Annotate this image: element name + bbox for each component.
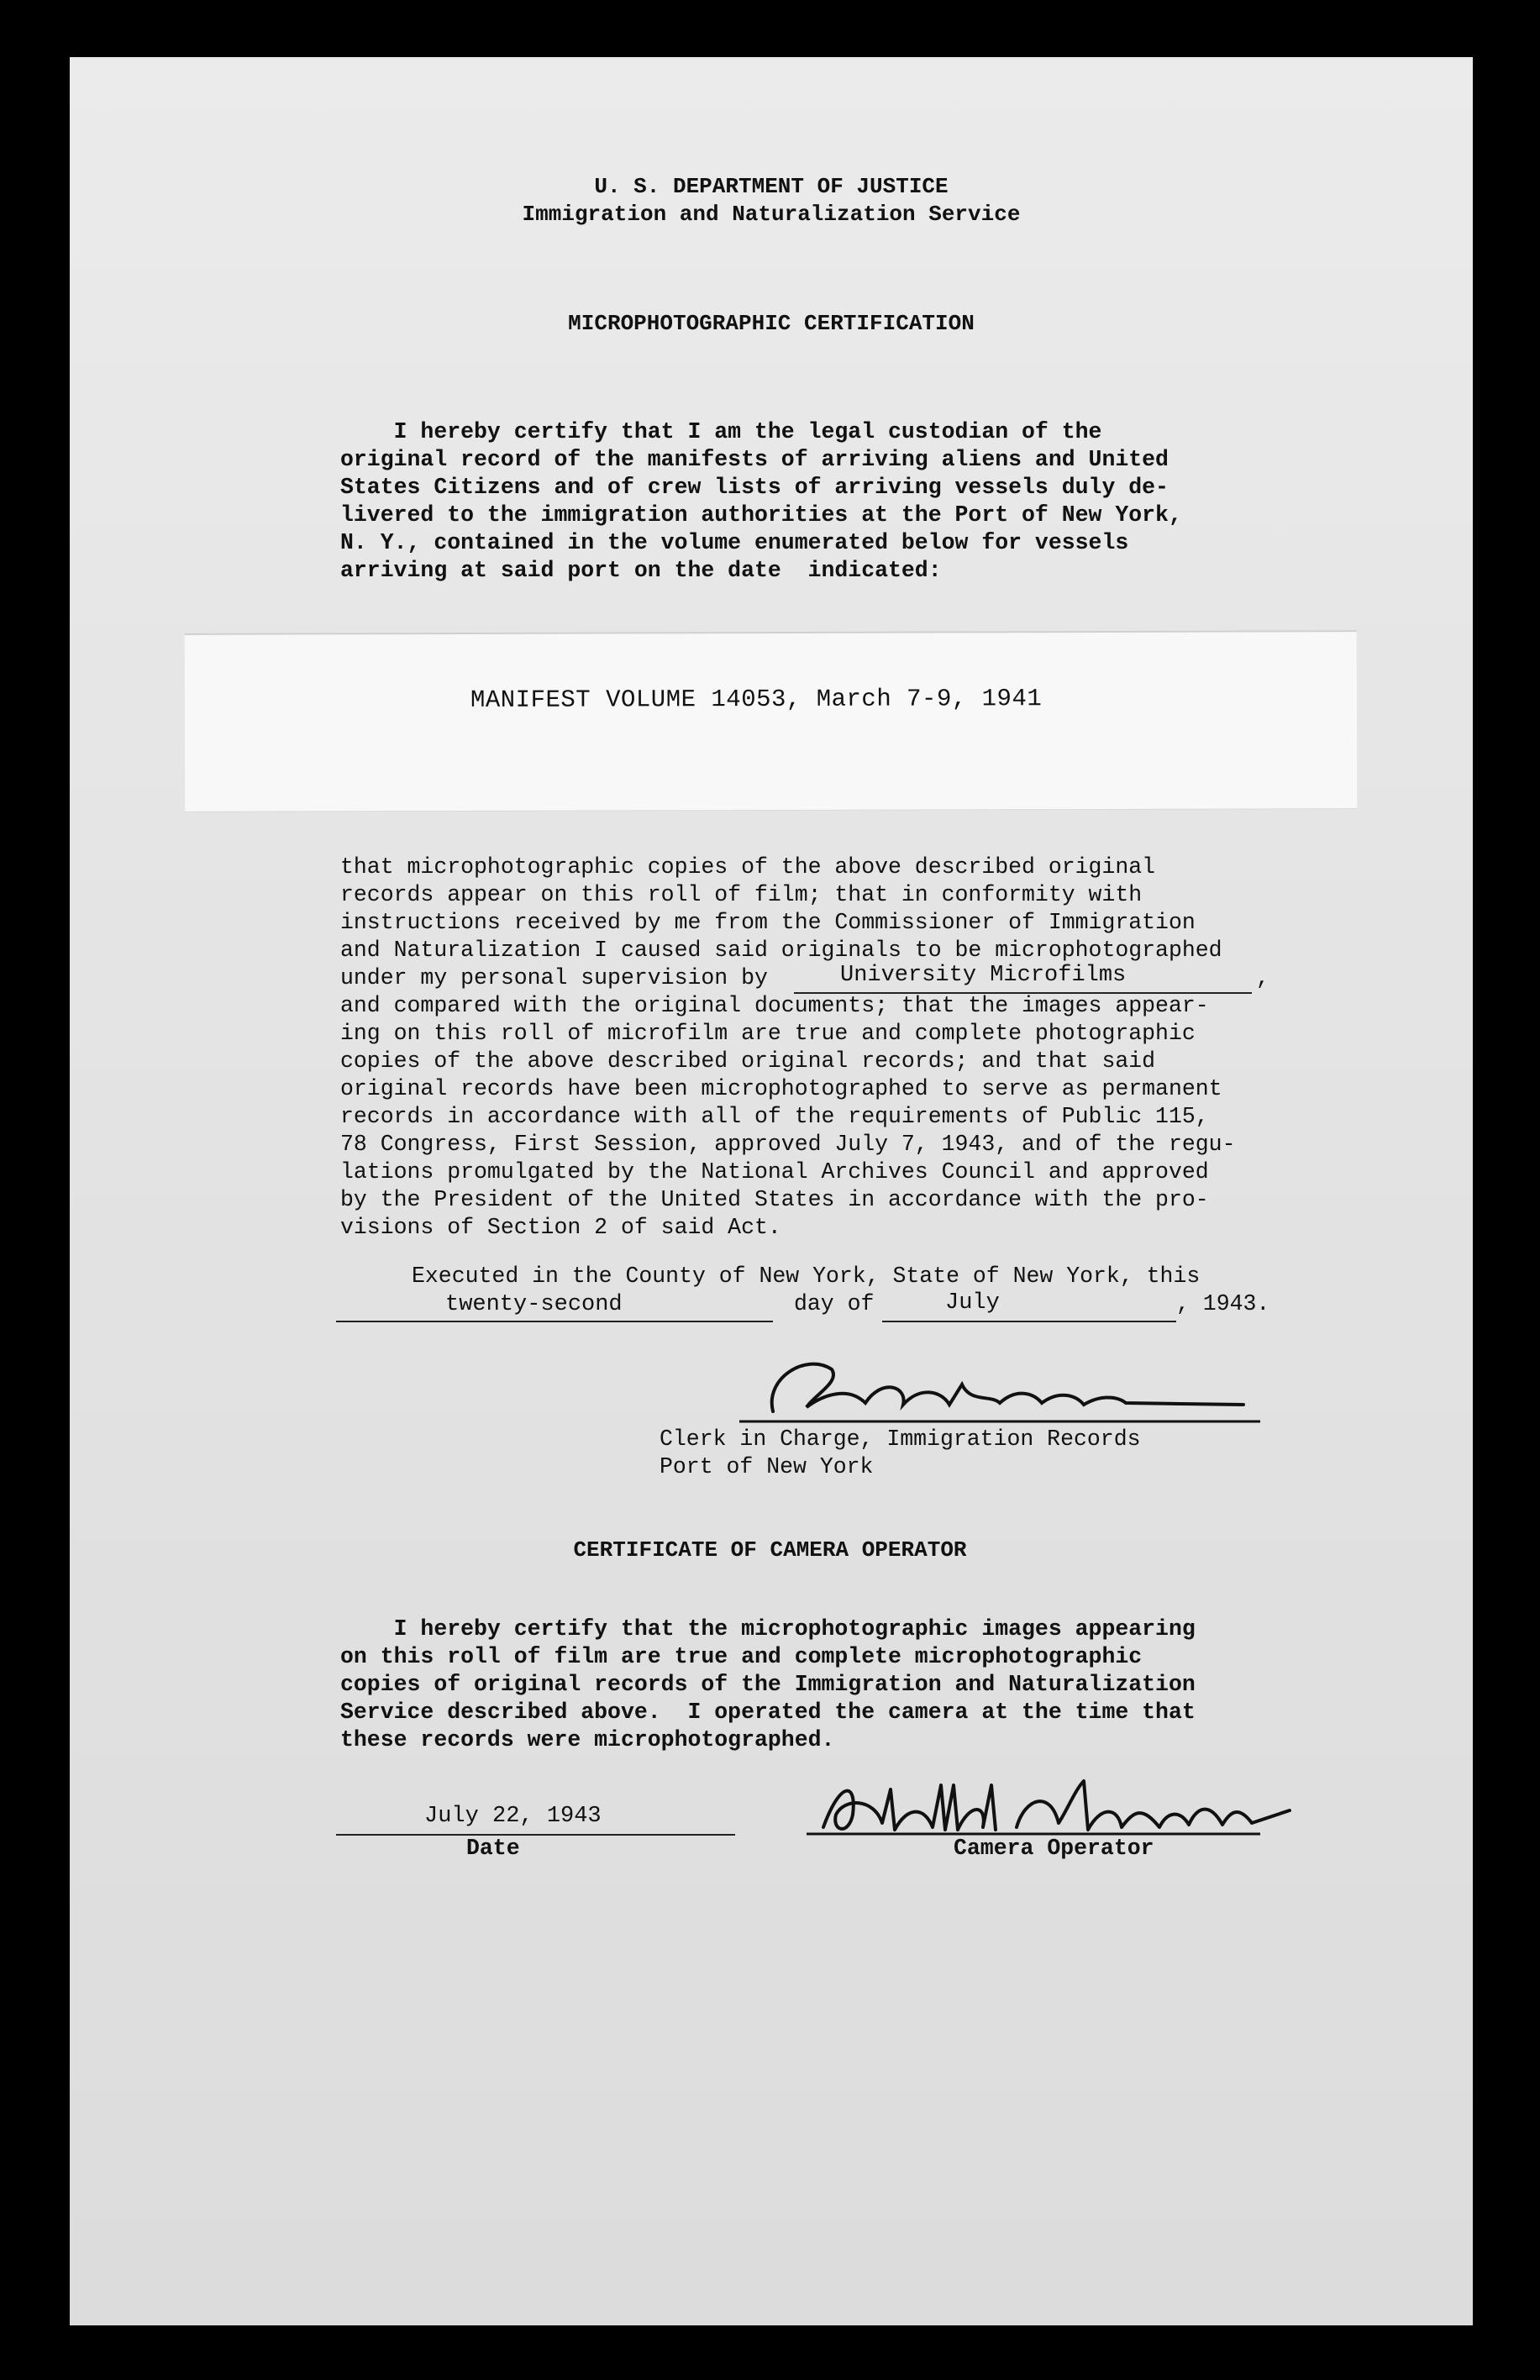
certification-title: MICROPHOTOGRAPHIC CERTIFICATION <box>568 311 975 336</box>
camera-line: these records were microphotographed. <box>340 1727 835 1752</box>
month-underline <box>882 1321 1176 1322</box>
date-underline <box>336 1834 735 1836</box>
body-line: by the President of the United States in accordance with the pro- <box>340 1187 1209 1212</box>
operator-date-value: July 22, 1943 <box>424 1804 602 1829</box>
year-text: , 1943. <box>1176 1291 1270 1316</box>
body-line: and Naturalization I caused said originals to be microphotographed <box>340 938 1222 963</box>
day-underline <box>336 1321 773 1322</box>
body-line: records in accordance with all of the requirements of Public 115, <box>340 1104 1209 1129</box>
department-heading: U. S. DEPARTMENT OF JUSTICE <box>594 174 949 199</box>
body-line: visions of Section 2 of said Act. <box>340 1215 781 1240</box>
body-line: lations promulgated by the National Archives Council and approved <box>340 1159 1209 1185</box>
camera-operator-label: Camera Operator <box>954 1836 1154 1861</box>
intro-line: N. Y., contained in the volume enumerated below for vessels <box>340 530 1129 555</box>
clerk-port: Port of New York <box>660 1454 874 1479</box>
camera-line: on this roll of film are true and complete microphotographic <box>340 1644 1143 1669</box>
date-label: Date <box>466 1836 520 1861</box>
manifest-volume-label: MANIFEST VOLUME 14053, March 7-9, 1941 <box>470 685 1043 714</box>
supervisor-value: University Microfilms <box>840 963 1127 988</box>
body-line: records appear on this roll of film; that in conformity with <box>340 882 1143 907</box>
intro-line: States Citizens and of crew lists of arriving vessels duly de- <box>340 475 1169 500</box>
operator-signature-text: Hallah Alexander <box>807 1764 815 1765</box>
intro-line: livered to the immigration authorities at the Port of New York, <box>340 502 1182 528</box>
body-line: copies of the above described original records; and that said <box>340 1048 1156 1074</box>
clerk-title: Clerk in Charge, Immigration Records <box>660 1426 1141 1452</box>
month-value: July <box>945 1290 1000 1316</box>
clerk-signature-text: Geo Bucker <box>739 1344 745 1345</box>
body-line: and compared with the original documents; that the images appear- <box>340 993 1209 1018</box>
body-line: ing on this roll of microfilm are true and complete photographic <box>340 1021 1196 1046</box>
day-of-text: day of <box>794 1291 875 1316</box>
camera-line: copies of original records of the Immigration and Naturalization <box>340 1672 1196 1697</box>
body-line: that microphotographic copies of the above described original <box>340 854 1156 880</box>
intro-line: original record of the manifests of arriving aliens and United <box>340 447 1169 472</box>
manifest-volume-strip <box>185 630 1358 812</box>
clerk-signature <box>739 1344 1277 1437</box>
comma-mark: , <box>1256 965 1269 990</box>
intro-line: I hereby certify that I am the legal custodian of the <box>340 419 1102 444</box>
camera-line: Service described above. I operated the camera at the time that <box>340 1700 1196 1725</box>
camera-line: I hereby certify that the microphotographic images appearing <box>340 1616 1196 1642</box>
service-heading: Immigration and Naturalization Service <box>522 202 1021 227</box>
body-line: original records have been microphotographed to serve as permanent <box>340 1076 1222 1101</box>
day-value: twenty-second <box>445 1292 623 1317</box>
body-line: 78 Congress, First Session, approved July 7, 1943, and of the regu- <box>340 1132 1236 1157</box>
intro-line: arriving at said port on the date indicated: <box>340 558 942 583</box>
executed-line: Executed in the County of New York, State of New York, this <box>412 1264 1201 1289</box>
body-line: under my personal supervision by <box>340 965 768 990</box>
body-line: instructions received by me from the Commissioner of Immigration <box>340 910 1196 935</box>
camera-operator-heading: CERTIFICATE OF CAMERA OPERATOR <box>573 1537 967 1563</box>
